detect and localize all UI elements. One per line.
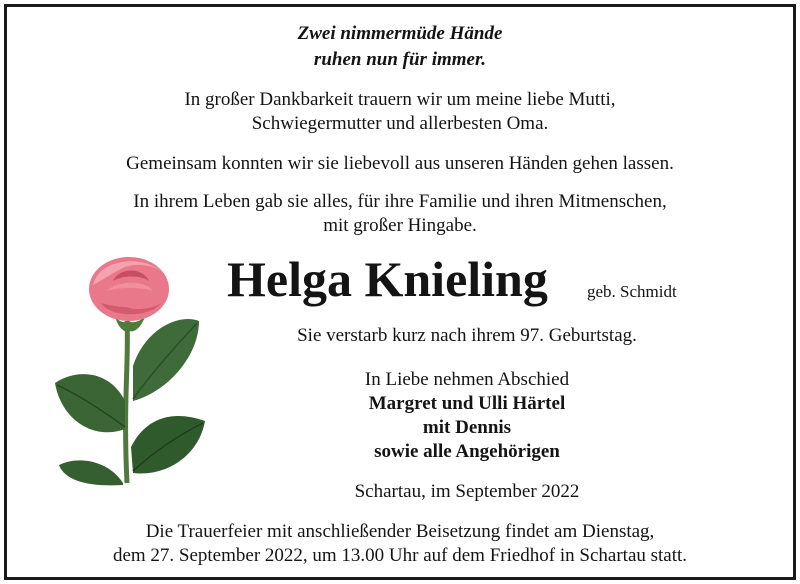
together-text: Gemeinsam konnten wir sie liebevoll aus unseren Händen gehen lassen.: [126, 153, 674, 174]
obituary-notice: [4, 4, 796, 580]
life-line-2: mit großer Hingabe.: [323, 215, 477, 236]
rose-leaf-lower-right: [131, 416, 205, 473]
funeral-line-2: dem 27. September 2022, um 13.00 Uhr auf dem Friedhof in Schartau statt.: [112, 545, 688, 566]
mourner-line-3: sowie alle Angehörigen: [374, 441, 560, 462]
rose-leaf-bottom: [59, 460, 123, 485]
motto-line-1: Zwei nimmermüde Hände: [297, 23, 503, 44]
mourner-line-1: Margret und Ulli Härtel: [368, 393, 566, 414]
intro-line-2: Schwiegermutter und allerbesten Oma.: [251, 113, 549, 134]
mourner-line-2: mit Dennis: [422, 417, 512, 438]
farewell-intro: In Liebe nehmen Abschied: [364, 369, 570, 390]
passing-text: Sie verstarb kurz nach ihrem 97. Geburtstag.: [297, 325, 637, 346]
motto-line-2: ruhen nun für immer.: [313, 49, 487, 70]
funeral-line-1: Die Trauerfeier mit anschließender Beisetzung findet am Dienstag,: [145, 521, 655, 542]
place-date: Schartau, im September 2022: [354, 481, 580, 502]
life-line-1: In ihrem Leben gab sie alles, für ihre Familie und ihren Mitmenschen,: [133, 191, 667, 212]
intro-line-1: In großer Dankbarkeit trauern wir um meine liebe Mutti,: [184, 89, 616, 110]
birth-name: geb. Schmidt: [587, 282, 677, 301]
rose-image: [49, 251, 219, 487]
deceased-name: Helga Knieling: [227, 251, 548, 307]
rose-stem: [126, 321, 128, 483]
